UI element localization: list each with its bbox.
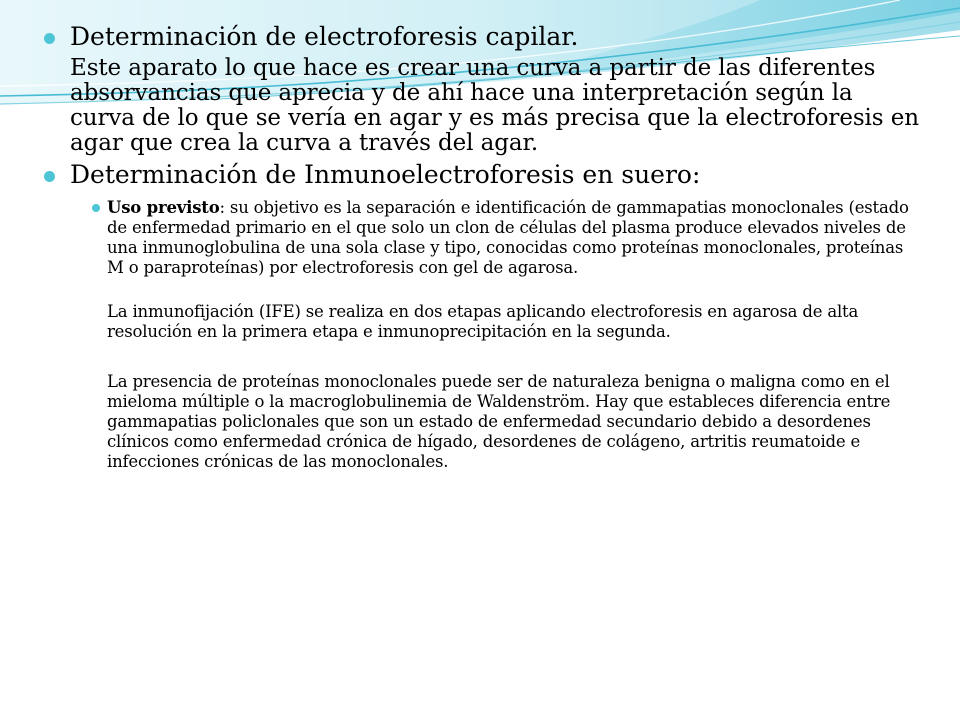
- bullet-dot-icon: [44, 33, 55, 44]
- uso-previsto-label: Uso previsto: [107, 198, 220, 217]
- bullet-dot-icon: [44, 171, 55, 182]
- bullet-title-inmuno: Determinación de Inmunoelectroforesis en suero:: [70, 160, 701, 189]
- bullet-item-capilar: [44, 22, 924, 52]
- sub-bullet-uso-previsto: [44, 198, 924, 278]
- uso-previsto-text: : su objetivo es la separación e identificación de gammapatias monoclonales (estado de enfermedad primario en el que solo un clon de células del plasma produce elevados niveles de una inmunoglobulina de una sola clase y tipo, conocidas como proteínas monoclonales, proteínas M o paraproteínas) por electroforesis con gel de agarosa.: [107, 198, 909, 277]
- capilar-description: Este aparato lo que hace es crear una curva a partir de las diferentes absorvancias que aprecia y de ahí hace una interpretación según la curva de lo que se vería en agar y es más precisa que la electroforesis en agar que crea la curva a través del agar.: [70, 55, 919, 156]
- sub-bullet-dot-icon: [92, 204, 100, 212]
- proteinas-monoclonales-paragraph: La presencia de proteínas monoclonales puede ser de naturaleza benigna o maligna como en el mieloma múltiple o la macroglobulinemia de Waldenström. Hay que estableces diferencia entre gammapatias policlonales que son un estado de enfermedad secundario debido a desordenes clínicos como enfermedad crónica de hígado, desordenes de colágeno, artritis reumatoide e infecciones crónicas de las monoclonales.: [107, 372, 891, 471]
- bullet-item-inmuno: [44, 160, 924, 190]
- slide-content: [44, 22, 924, 472]
- bullet-title-capilar: Determinación de electroforesis capilar.: [70, 22, 579, 51]
- inmunofijacion-paragraph: La inmunofijación (IFE) se realiza en dos etapas aplicando electroforesis en agarosa de alta resolución en la primera etapa e inmunoprecipitación en la segunda.: [107, 302, 859, 341]
